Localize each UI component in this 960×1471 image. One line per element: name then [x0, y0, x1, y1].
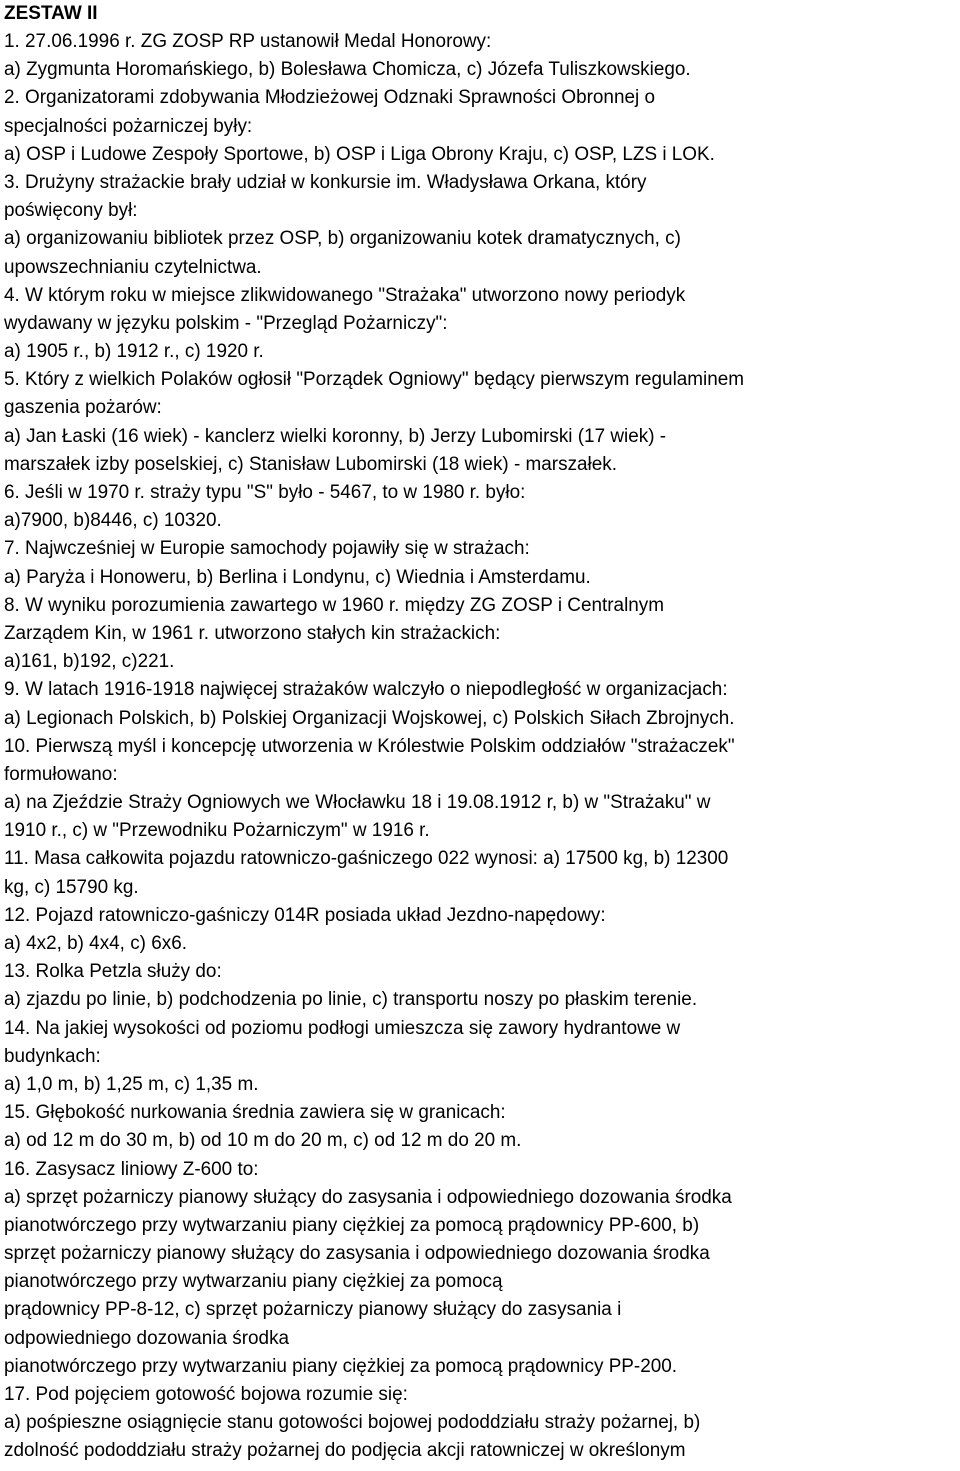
text-line: kg, c) 15790 kg.: [4, 876, 139, 898]
text-line: a) 1905 r., b) 1912 r., c) 1920 r.: [4, 341, 264, 363]
text-line: budynkach:: [4, 1045, 101, 1067]
text-line: 10. Pierwszą myśl i koncepcję utworzenia w Królestwie Polskim oddziałów "strażaczek": [4, 735, 735, 757]
text-line: 5. Który z wielkich Polaków ogłosił "Porządek Ogniowy" będący pierwszym regulaminem: [4, 369, 745, 391]
text-line: 9. W latach 1916-1918 najwięcej strażaków walczyło o niepodległość w organizacjach:: [4, 679, 728, 701]
text-line: a) OSP i Ludowe Zespoły Sportowe, b) OSP i Liga Obrony Kraju, c) OSP, LZS i LOK.: [4, 143, 715, 165]
text-line: specjalności pożarniczej były:: [4, 115, 253, 137]
text-line: 11. Masa całkowita pojazdu ratowniczo-gaśniczego 022 wynosi: a) 17500 kg, b) 12300: [4, 848, 729, 870]
text-line: 4. W którym roku w miejsce zlikwidowanego "Strażaka" utworzono nowy periodyk: [4, 284, 686, 306]
text-line: a) od 12 m do 30 m, b) od 10 m do 20 m, c) od 12 m do 20 m.: [4, 1130, 522, 1152]
text-line: pianotwórczego przy wytwarzaniu piany ciężkiej za pomocą: [4, 1271, 503, 1293]
text-line: 6. Jeśli w 1970 r. straży typu "S" było - 5467, to w 1980 r. było:: [4, 482, 526, 503]
text-line: a)161, b)192, c)221.: [4, 651, 175, 673]
text-line: a) pośpieszne osiągnięcie stanu gotowości bojowej pododdziału straży pożarnej, b): [4, 1412, 701, 1434]
text-line: odpowiedniego dozowania środka: [4, 1327, 290, 1349]
text-line: a) 4x2, b) 4x4, c) 6x6.: [4, 933, 187, 954]
text-line: a)7900, b)8446, c) 10320.: [4, 510, 222, 532]
text-line: 8. W wyniku porozumienia zawartego w 1960 r. między ZG ZOSP i Centralnym: [4, 594, 665, 616]
text-line: gaszenia pożarów:: [4, 397, 162, 419]
text-line: sprzęt pożarniczy pianowy służący do zasysania i odpowiedniego dozowania środka: [4, 1243, 710, 1265]
text-line: a) na Zjeździe Straży Ogniowych we Włocławku 18 i 19.08.1912 r, b) w "Strażaku" w: [4, 792, 711, 814]
text-line: 12. Pojazd ratowniczo-gaśniczy 014R posiada układ Jezdno-napędowy:: [4, 904, 606, 926]
text-line: prądownicy PP-8-12, c) sprzęt pożarniczy pianowy służący do zasysania i: [4, 1299, 622, 1321]
text-line: 2. Organizatorami zdobywania Młodzieżowej Odznaki Sprawności Obronnej o: [4, 87, 655, 109]
text-line: 14. Na jakiej wysokości od poziomu podłogi umieszcza się zawory hydrantowe w: [4, 1017, 681, 1039]
text-line: a) Jan Łaski (16 wiek) - kanclerz wielki koronny, b) Jerzy Lubomirski (17 wiek) -: [4, 425, 667, 447]
text-line: 13. Rolka Petzla służy do:: [4, 961, 222, 983]
text-line: a) organizowaniu bibliotek przez OSP, b) organizowaniu kotek dramatycznych, c): [4, 228, 681, 250]
text-line: 3. Drużyny strażackie brały udział w konkursie im. Władysława Orkana, który: [4, 171, 647, 193]
text-line: 15. Głębokość nurkowania średnia zawiera się w granicach:: [4, 1102, 506, 1124]
text-line: 16. Zasysacz liniowy Z-600 to:: [4, 1158, 259, 1180]
text-line: a) zjazdu po linie, b) podchodzenia po linie, c) transportu noszy po płaskim terenie.: [4, 989, 698, 1011]
text-line: 7. Najwcześniej w Europie samochody pojawiły się w strażach:: [4, 538, 530, 560]
text-line: marszałek izby poselskiej, c) Stanisław Lubomirski (18 wiek) - marszałek.: [4, 453, 618, 475]
document-title: ZESTAW II: [4, 3, 98, 24]
text-line: 17. Pod pojęciem gotowość bojowa rozumie się:: [4, 1384, 408, 1405]
document-body: [4, 28, 960, 1466]
text-line: a) Zygmunta Horomańskiego, b) Bolesława Chomicza, c) Józefa Tuliszkowskiego.: [4, 59, 691, 81]
text-line: pianotwórczego przy wytwarzaniu piany ciężkiej za pomocą prądownicy PP-600, b): [4, 1214, 700, 1236]
text-line: poświęcony był:: [4, 200, 138, 222]
text-line: upowszechnianiu czytelnictwa.: [4, 256, 262, 278]
text-line: zdolność pododdziału straży pożarnej do podjęcia akcji ratowniczej w określonym: [4, 1440, 686, 1462]
text-line: a) Legionach Polskich, b) Polskiej Organizacji Wojskowej, c) Polskich Siłach Zbrojnych.: [4, 707, 735, 729]
text-line: 1910 r., c) w "Przewodniku Pożarniczym" w 1916 r.: [4, 820, 430, 842]
text-line: a) sprzęt pożarniczy pianowy służący do zasysania i odpowiedniego dozowania środka: [4, 1186, 732, 1208]
text-line: wydawany w języku polskim - "Przegląd Pożarniczy":: [4, 312, 448, 334]
text-line: pianotwórczego przy wytwarzaniu piany ciężkiej za pomocą prądownicy PP-200.: [4, 1355, 678, 1377]
text-line: Zarządem Kin, w 1961 r. utworzono stałych kin strażackich:: [4, 622, 501, 644]
text-line: a) Paryża i Honoweru, b) Berlina i Londynu, c) Wiednia i Amsterdamu.: [4, 566, 591, 588]
text-line: formułowano:: [4, 763, 118, 785]
text-line: a) 1,0 m, b) 1,25 m, c) 1,35 m.: [4, 1073, 259, 1095]
text-line: 1. 27.06.1996 r. ZG ZOSP RP ustanowił Medal Honorowy:: [4, 31, 492, 52]
